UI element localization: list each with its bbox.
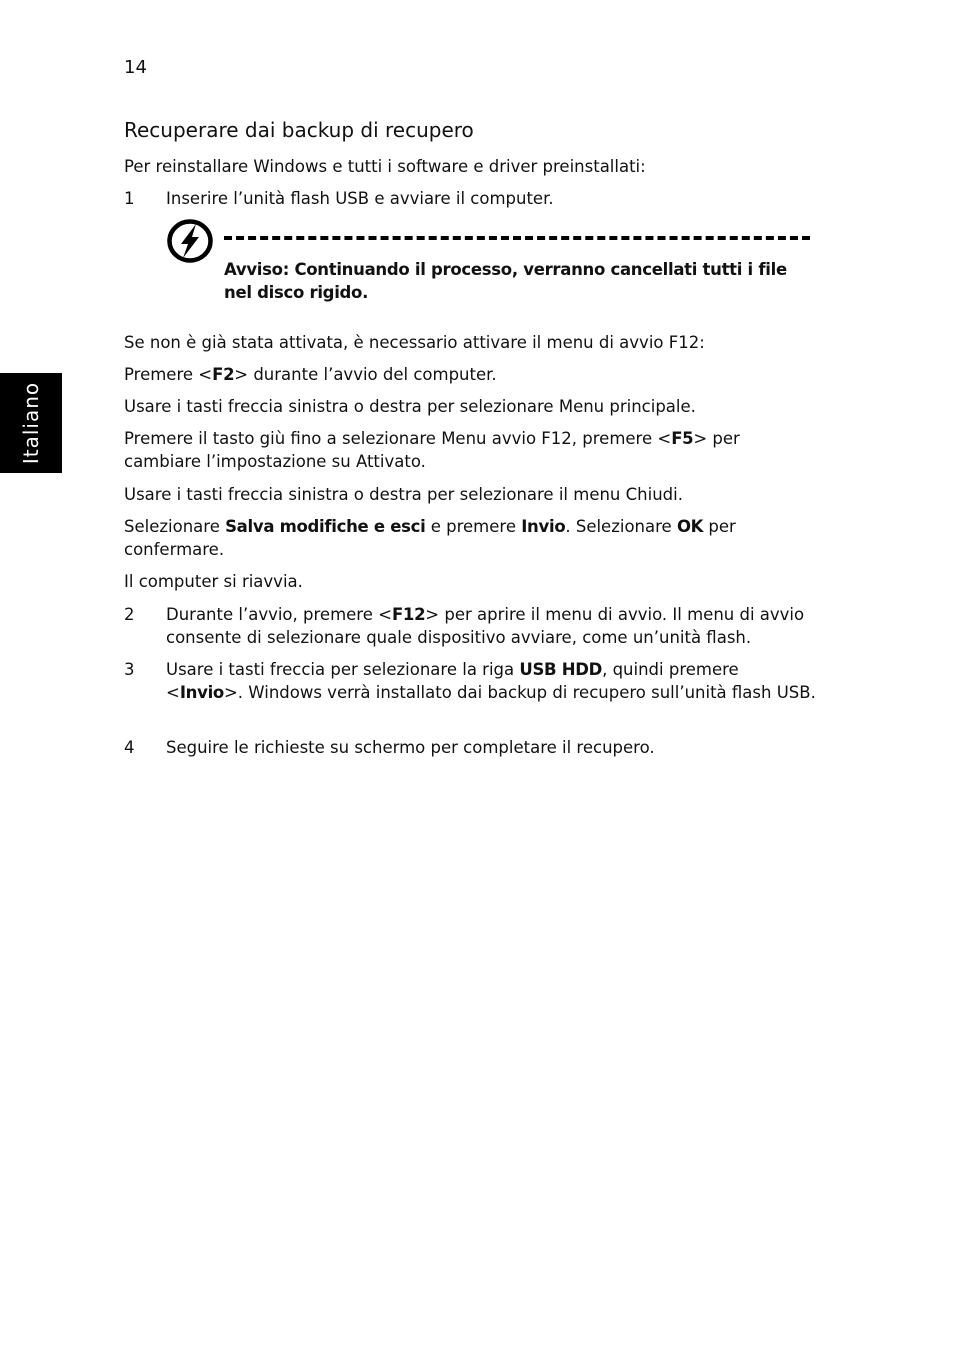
step-1-text: Inserire l’unità flash USB e avviare il computer. [166,189,554,208]
language-label: Italiano [19,381,43,465]
step-2-text: Durante l’avvio, premere <F12> per aprire il menu di avvio. Il menu di avvio consente di selezionare quale dispositivo avviare, come un’unità flash. [166,605,805,647]
section-heading: Recuperare dai backup di recupero [124,118,474,142]
usb-hdd-option: USB HDD [519,660,603,679]
step-4-text: Seguire le richieste su schermo per completare il recupero. [166,738,655,757]
warning-text: Avviso: Continuando il processo, verranno cancellati tutti i file nel disco rigido. [224,260,787,302]
paragraph-restart: Il computer si riavvia. [124,572,303,591]
warning-divider [224,236,810,240]
key-f2: F2 [212,365,235,384]
step-1-number: 1 [124,189,135,208]
step-3-number: 3 [124,660,135,679]
step-4-number: 4 [124,738,135,757]
paragraph-exit-menu: Usare i tasti freccia sinistra o destra per selezionare il menu Chiudi. [124,485,683,504]
step-2-number: 2 [124,605,135,624]
save-and-exit-option: Salva modifiche e esci [225,517,426,536]
paragraph-save-exit: Selezionare Salva modifiche e esci e premere Invio. Selezionare OK per confermare. [124,517,736,559]
paragraph-main-menu: Usare i tasti freccia sinistra o destra per selezionare Menu principale. [124,397,696,416]
ok-option: OK [676,517,704,536]
key-f5: F5 [671,429,694,448]
page-number: 14 [124,57,147,78]
key-f12: F12 [391,605,426,624]
warning-lightning-icon [166,218,214,264]
step-3-text: Usare i tasti freccia per selezionare la riga USB HDD, quindi premere <Invio>. Windows verrà installato dai backup di recupero sull’unità flash USB. [166,660,816,702]
intro-paragraph: Per reinstallare Windows e tutti i software e driver preinstallati: [124,157,646,176]
paragraph-press-f5: Premere il tasto giù fino a selezionare Menu avvio F12, premere <F5> per cambiare l’impostazione su Attivato. [124,429,740,471]
language-side-tab [0,373,62,473]
paragraph-press-f2: Premere <F2> durante l’avvio del computer. [124,365,497,384]
key-invio: Invio [521,517,566,536]
paragraph-f12-intro: Se non è già stata attivata, è necessario attivare il menu di avvio F12: [124,333,705,352]
key-invio-step3: Invio [179,683,224,702]
